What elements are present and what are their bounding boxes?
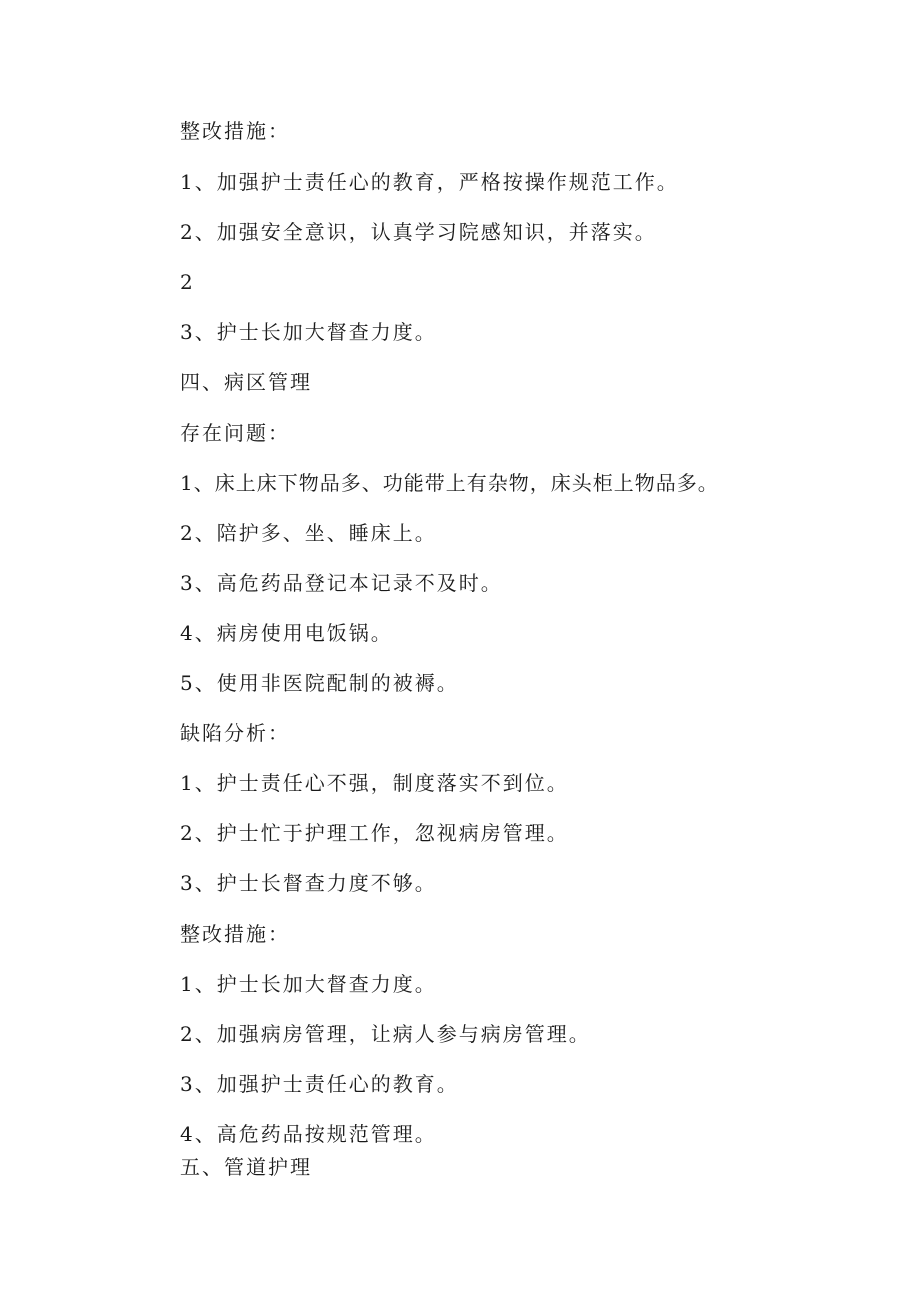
list-item: 1、护士长加大督查力度。: [180, 972, 437, 996]
list-item: 4、病房使用电饭锅。: [180, 621, 393, 645]
section-title-ward-management: 四、病区管理: [180, 370, 312, 394]
list-item: 3、护士长督查力度不够。: [180, 871, 437, 895]
list-item: 1、加强护士责任心的教育，严格按操作规范工作。: [180, 170, 679, 194]
list-item: 1、护士责任心不强，制度落实不到位。: [180, 771, 569, 795]
section-title-tube-nursing: 五、管道护理: [180, 1155, 312, 1179]
list-item: 4、高危药品按规范管理。: [180, 1122, 437, 1146]
section-heading-rectification: 整改措施：: [180, 922, 290, 946]
section-heading-defect-analysis: 缺陷分析：: [180, 721, 290, 745]
list-item: 3、护士长加大督查力度。: [180, 320, 437, 344]
section-heading-rectification: 整改措施：: [180, 119, 290, 143]
list-item: 3、高危药品登记本记录不及时。: [180, 571, 503, 595]
list-item: 5、使用非医院配制的被褥。: [180, 671, 459, 695]
list-item: 1、床上床下物品多、功能带上有杂物，床头柜上物品多。: [180, 471, 719, 495]
section-heading-problems: 存在问题：: [180, 421, 290, 445]
list-item: 3、加强护士责任心的教育。: [180, 1072, 459, 1096]
page-number: 2: [180, 270, 195, 294]
list-item: 2、加强病房管理，让病人参与病房管理。: [180, 1022, 591, 1046]
list-item: 2、护士忙于护理工作，忽视病房管理。: [180, 821, 569, 845]
list-item: 2、陪护多、坐、睡床上。: [180, 521, 437, 545]
list-item: 2、加强安全意识，认真学习院感知识，并落实。: [180, 220, 657, 244]
